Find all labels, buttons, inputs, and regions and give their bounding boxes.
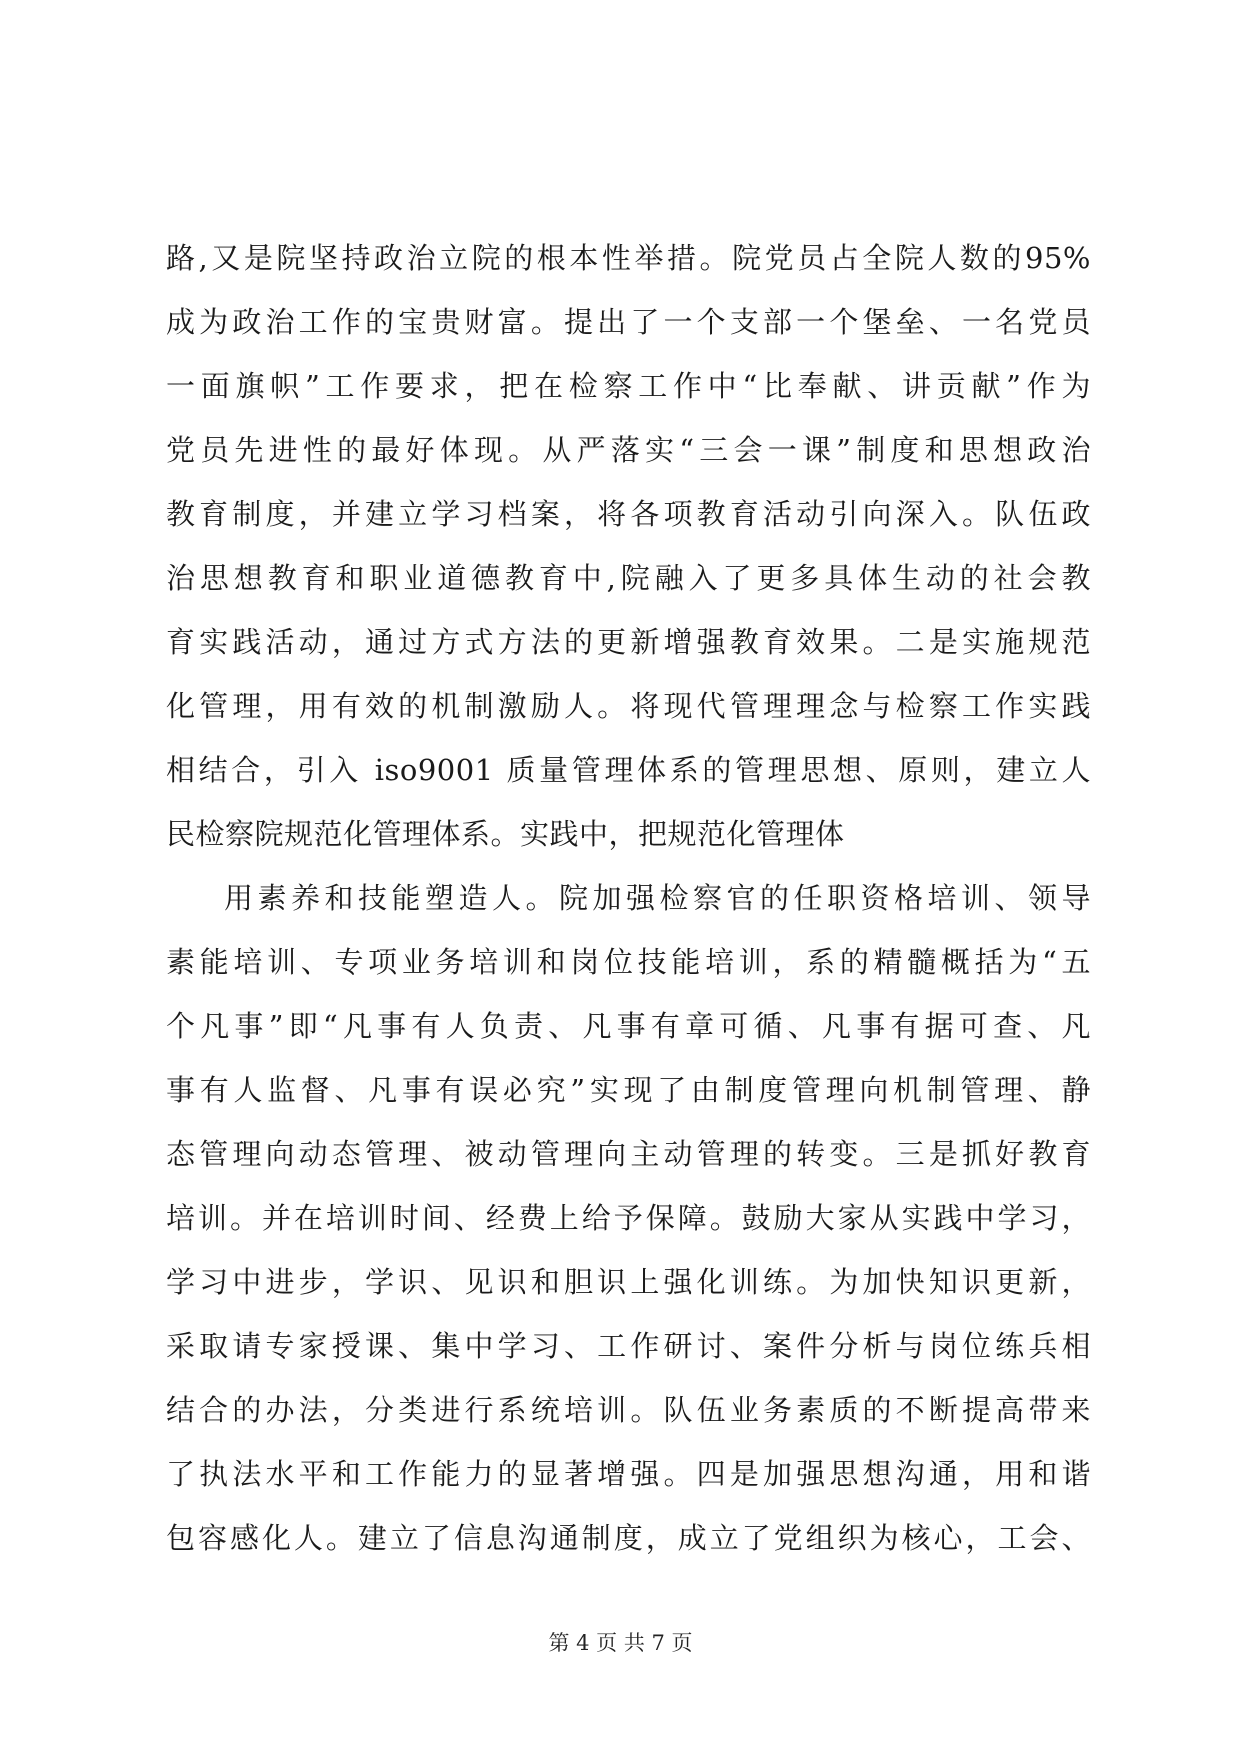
text-line: 成为政治工作的宝贵财富。提出了一个支部一个堡垒、一名党员 bbox=[166, 305, 1091, 339]
text-line-last: 民检察院规范化管理体系。实践中，把规范化管理体 bbox=[166, 817, 845, 851]
text-line: 个凡事”即“凡事有人负责、凡事有章可循、凡事有据可查、凡 bbox=[166, 1009, 1091, 1043]
text-line: 素能培训、专项业务培训和岗位技能培训，系的精髓概括为“五 bbox=[166, 945, 1091, 979]
text-line: 事有人监督、凡事有误必究”实现了由制度管理向机制管理、静 bbox=[166, 1073, 1091, 1107]
body-text bbox=[166, 226, 1091, 1570]
text-line: 教育制度，并建立学习档案，将各项教育活动引向深入。队伍政 bbox=[166, 497, 1091, 531]
text-line: 一面旗帜”工作要求，把在检察工作中“比奉献、讲贡献”作为 bbox=[166, 369, 1091, 403]
page-number-footer: 第 4 页 共 7 页 bbox=[548, 1631, 693, 1655]
text-line: 态管理向动态管理、被动管理向主动管理的转变。三是抓好教育 bbox=[166, 1137, 1091, 1171]
text-line: 学习中进步，学识、见识和胆识上强化训练。为加快知识更新， bbox=[166, 1265, 1091, 1299]
paragraph-1 bbox=[166, 226, 1091, 866]
text-line: 了执法水平和工作能力的显著增强。四是加强思想沟通，用和谐 bbox=[166, 1457, 1091, 1491]
text-line: 相结合，引入 iso9001 质量管理体系的管理思想、原则，建立人 bbox=[166, 753, 1091, 787]
paragraph-2 bbox=[166, 866, 1091, 1570]
text-line-indented: 用素养和技能塑造人。院加强检察官的任职资格培训、领导 bbox=[224, 881, 1091, 915]
text-line: 党员先进性的最好体现。从严落实“三会一课”制度和思想政治 bbox=[166, 433, 1091, 467]
text-line: 化管理，用有效的机制激励人。将现代管理理念与检察工作实践 bbox=[166, 689, 1091, 723]
text-line: 包容感化人。建立了信息沟通制度，成立了党组织为核心，工会、 bbox=[166, 1521, 1091, 1555]
text-line: 培训。并在培训时间、经费上给予保障。鼓励大家从实践中学习， bbox=[166, 1201, 1091, 1235]
text-line: 采取请专家授课、集中学习、工作研讨、案件分析与岗位练兵相 bbox=[166, 1329, 1091, 1363]
text-line: 结合的办法，分类进行系统培训。队伍业务素质的不断提高带来 bbox=[166, 1393, 1091, 1427]
text-line: 路,又是院坚持政治立院的根本性举措。院党员占全院人数的95% bbox=[166, 241, 1091, 275]
text-line: 育实践活动，通过方式方法的更新增强教育效果。二是实施规范 bbox=[166, 625, 1091, 659]
text-line: 治思想教育和职业道德教育中,院融入了更多具体生动的社会教 bbox=[166, 561, 1091, 595]
